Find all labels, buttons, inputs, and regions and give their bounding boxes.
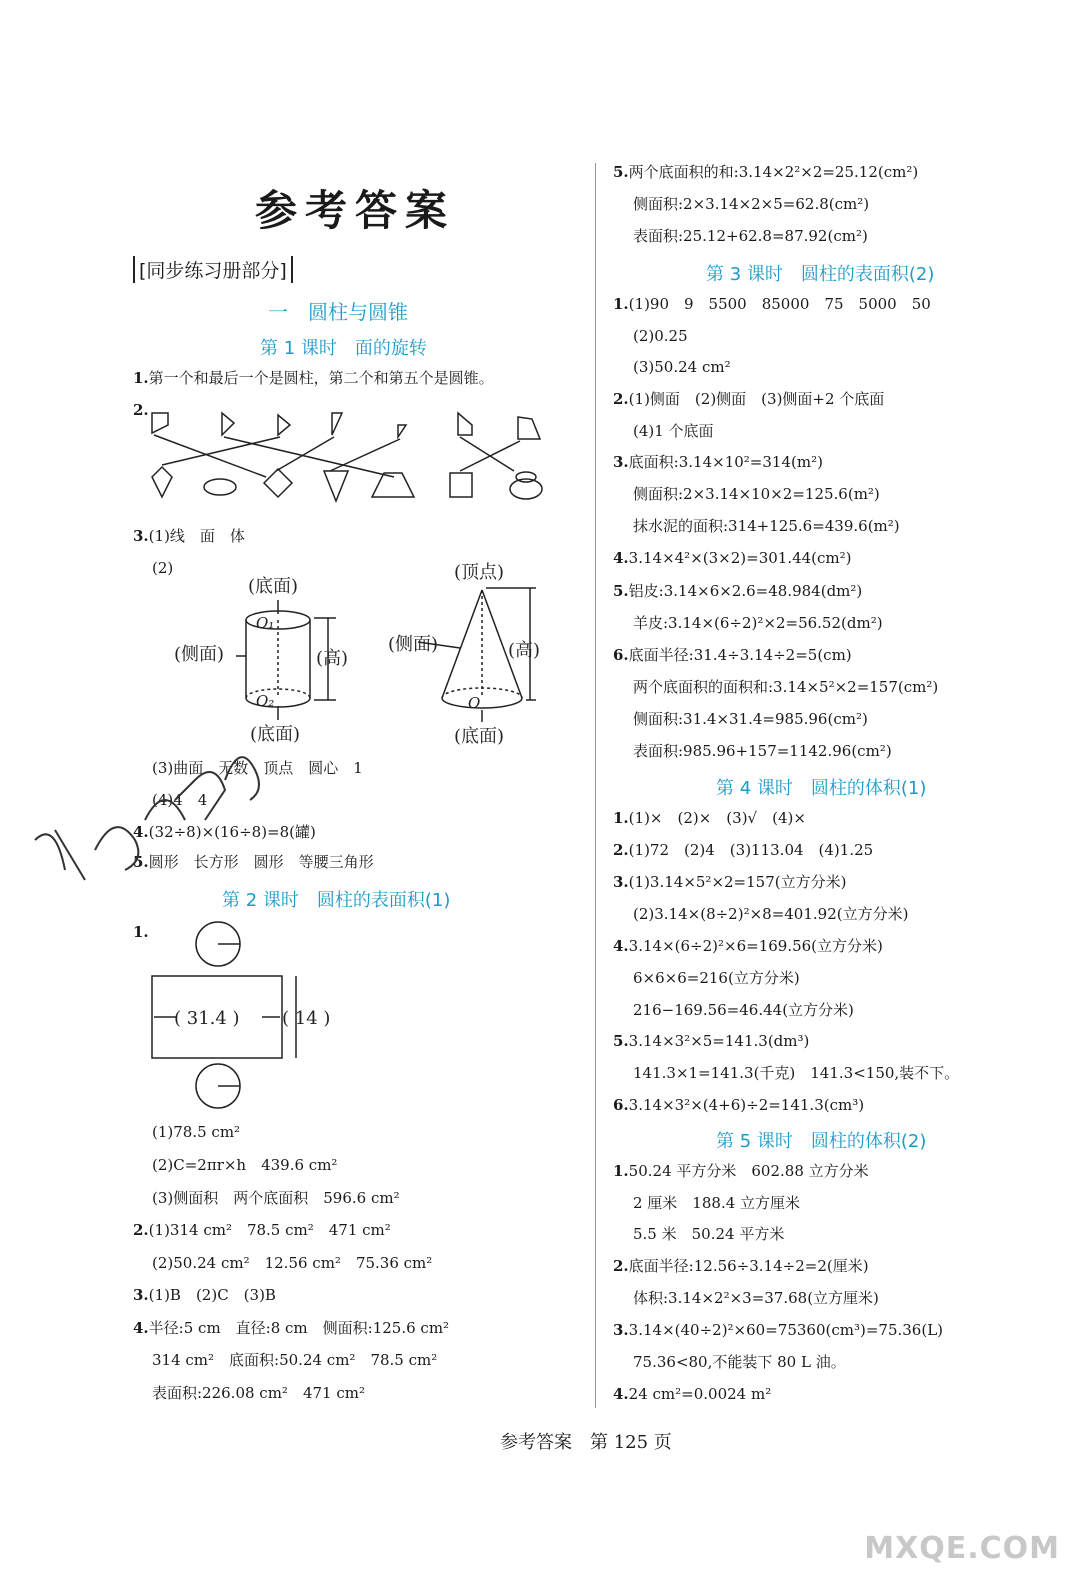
site-watermark: MXQE.COM bbox=[864, 1531, 1060, 1566]
answer-line: 6.底面半径:31.4÷3.14÷2=5(cm) bbox=[613, 646, 852, 664]
answer-line: 5.5 米 50.24 平方米 bbox=[633, 1225, 785, 1243]
answer-line: 5.两个底面积的和:3.14×2²×2=25.12(cm²) bbox=[613, 163, 919, 181]
net-height-label: ( 14 ) bbox=[282, 1008, 331, 1029]
answer-line: 1.第一个和最后一个是圆柱，第二个和第五个是圆锥。 bbox=[133, 369, 494, 387]
answer-line: 2 厘米 188.4 立方厘米 bbox=[633, 1194, 801, 1212]
answer-line: 侧面积:2×3.14×10×2=125.6(m²) bbox=[633, 485, 880, 503]
cone-o-label: O bbox=[468, 694, 481, 712]
answer-line: 1.(1)90 9 5500 85000 75 5000 50 bbox=[613, 295, 931, 313]
answer-line: (4)1 个底面 bbox=[633, 422, 714, 440]
answer-line: 3.(1)3.14×5²×2=157(立方分米) bbox=[613, 873, 847, 891]
cylinder-o1-label: O₁ bbox=[256, 614, 275, 632]
answer-line: 2.(1)314 cm² 78.5 cm² 471 cm² bbox=[133, 1221, 391, 1239]
answer-line: 羊皮:3.14×(6÷2)²×2=56.52(dm²) bbox=[633, 614, 883, 632]
cone-bottom-label: (底面) bbox=[454, 726, 505, 747]
cylinder-bottom-label: (底面) bbox=[250, 724, 301, 745]
lesson-4-heading: 第 4 课时 圆柱的体积(1) bbox=[716, 778, 927, 799]
cone-apex-label: (顶点) bbox=[454, 562, 505, 583]
answer-line: 4.(32÷8)×(16÷8)=8(罐) bbox=[133, 823, 316, 841]
answer-line: 75.36<80,不能装下 80 L 油。 bbox=[633, 1353, 846, 1371]
cone-height-label: (高) bbox=[508, 640, 541, 661]
answer-line: 6×6×6=216(立方分米) bbox=[633, 969, 800, 987]
answer-line: (2) bbox=[152, 559, 174, 577]
cylinder-net-figure bbox=[140, 920, 350, 1115]
answer-line: (2)0.25 bbox=[633, 327, 688, 345]
answer-line: 216−169.56=46.44(立方分米) bbox=[633, 1001, 854, 1019]
answer-line: 1.50.24 平方分米 602.88 立方分米 bbox=[613, 1162, 869, 1180]
lesson-2-heading: 第 2 课时 圆柱的表面积(1) bbox=[222, 890, 451, 911]
answer-line: 3.(1)B (2)C (3)B bbox=[133, 1286, 276, 1304]
lesson-3-heading: 第 3 课时 圆柱的表面积(2) bbox=[706, 264, 935, 285]
net-width-label: ( 31.4 ) bbox=[174, 1008, 240, 1029]
answer-line: 314 cm² 底面积:50.24 cm² 78.5 cm² bbox=[152, 1351, 438, 1369]
lesson-5-heading: 第 5 课时 圆柱的体积(2) bbox=[716, 1131, 927, 1152]
answer-line: 141.3×1=141.3(千克) 141.3<150,装不下。 bbox=[633, 1064, 960, 1082]
answer-line: 1. bbox=[133, 923, 149, 941]
cylinder-bottom-top-label: (底面) bbox=[248, 576, 299, 597]
page-title: 参考答案 bbox=[255, 186, 456, 235]
answer-line: 表面积:25.12+62.8=87.92(cm²) bbox=[633, 227, 868, 245]
answer-line: (3)50.24 cm² bbox=[633, 358, 731, 376]
column-divider bbox=[595, 163, 596, 1408]
answer-line: (1)78.5 cm² bbox=[152, 1123, 241, 1141]
answer-line: 6.3.14×3²×(4+6)÷2=141.3(cm³) bbox=[613, 1096, 865, 1114]
cylinder-height-label: (高) bbox=[316, 648, 349, 669]
answer-line: 3.(1)线 面 体 bbox=[133, 527, 245, 545]
answer-line: 体积:3.14×2²×3=37.68(立方厘米) bbox=[633, 1289, 879, 1307]
answer-line: 抹水泥的面积:314+125.6=439.6(m²) bbox=[633, 517, 900, 535]
answer-line: 3.3.14×(40÷2)²×60=75360(cm³)=75.36(L) bbox=[613, 1321, 944, 1339]
answer-line: 2.底面半径:12.56÷3.14÷2=2(厘米) bbox=[613, 1257, 869, 1275]
answer-line: 4.24 cm²=0.0024 m² bbox=[613, 1385, 772, 1403]
answer-line: 4.3.14×(6÷2)²×6=169.56(立方分米) bbox=[613, 937, 883, 955]
answer-line: (2)3.14×(8÷2)²×8=401.92(立方分米) bbox=[633, 905, 909, 923]
rotation-matching-figure bbox=[140, 405, 560, 505]
cone-side-label: (侧面) bbox=[388, 634, 439, 655]
cylinder-o2-label: O₂ bbox=[256, 692, 275, 710]
answer-line: 2. bbox=[133, 401, 149, 419]
answer-line: 4.半径:5 cm 直径:8 cm 侧面积:125.6 cm² bbox=[133, 1319, 450, 1337]
chapter-heading: 一 圆柱与圆锥 bbox=[268, 300, 408, 324]
answer-line: 两个底面积的面积和:3.14×5²×2=157(cm²) bbox=[633, 678, 939, 696]
cylinder-side-label: (侧面) bbox=[174, 644, 225, 665]
answer-line: (4)4 4 bbox=[152, 791, 208, 809]
answer-line: 侧面积:31.4×31.4=985.96(cm²) bbox=[633, 710, 868, 728]
answer-line: 1.(1)× (2)× (3)√ (4)× bbox=[613, 809, 806, 827]
answer-line: (3)曲面 无数 顶点 圆心 1 bbox=[152, 759, 363, 777]
page-footer: 参考答案 第 125 页 bbox=[500, 1432, 672, 1453]
handwritten-scribble bbox=[25, 720, 285, 890]
answer-line: 5.铝皮:3.14×6×2.6=48.984(dm²) bbox=[613, 582, 863, 600]
lesson-1-heading: 第 1 课时 面的旋转 bbox=[260, 338, 427, 359]
answer-line: 2.(1)72 (2)4 (3)113.04 (4)1.25 bbox=[613, 841, 874, 859]
answer-line: 4.3.14×4²×(3×2)=301.44(cm²) bbox=[613, 549, 852, 567]
answer-line: 5.圆形 长方形 圆形 等腰三角形 bbox=[133, 853, 374, 871]
answer-line: 3.底面积:3.14×10²=314(m²) bbox=[613, 453, 823, 471]
section-label: [同步练习册部分] bbox=[133, 256, 293, 283]
answer-line: (2)C=2πr×h 439.6 cm² bbox=[152, 1156, 338, 1174]
answer-line: (2)50.24 cm² 12.56 cm² 75.36 cm² bbox=[152, 1254, 433, 1272]
answer-line: 表面积:985.96+157=1142.96(cm²) bbox=[633, 742, 892, 760]
answer-line: 2.(1)侧面 (2)侧面 (3)侧面+2 个底面 bbox=[613, 390, 885, 408]
answer-line: (3)侧面积 两个底面积 596.6 cm² bbox=[152, 1189, 400, 1207]
answer-line: 5.3.14×3²×5=141.3(dm³) bbox=[613, 1032, 810, 1050]
answer-line: 表面积:226.08 cm² 471 cm² bbox=[152, 1384, 365, 1402]
answer-line: 侧面积:2×3.14×2×5=62.8(cm²) bbox=[633, 195, 870, 213]
